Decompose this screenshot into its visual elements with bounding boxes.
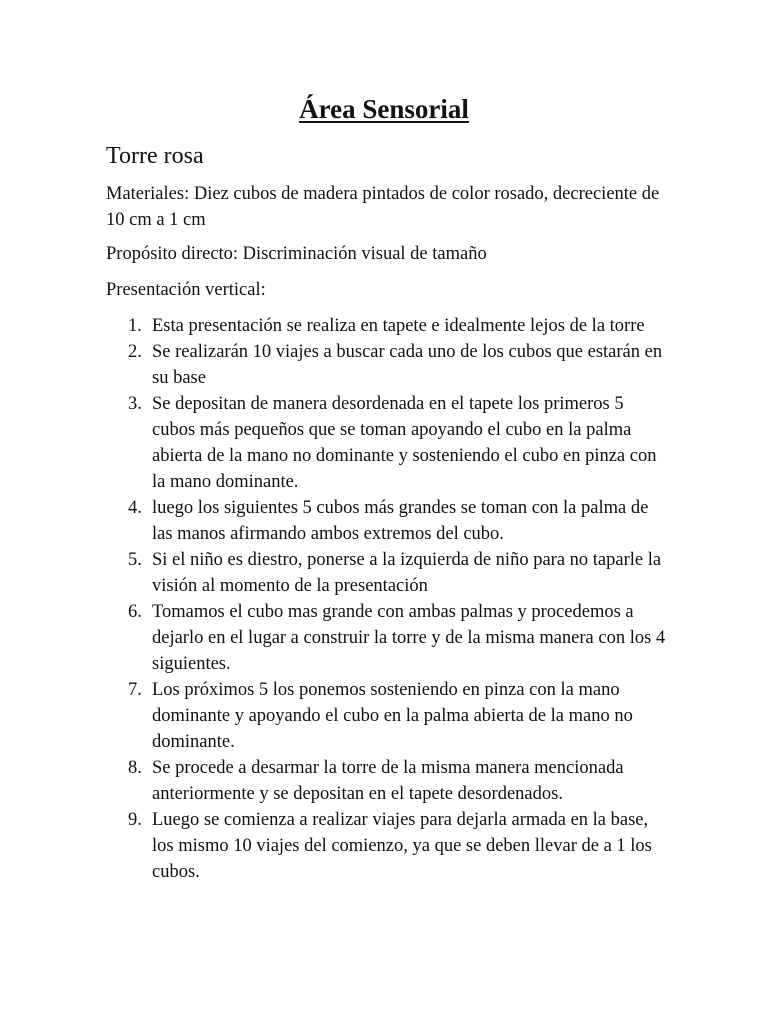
- list-item: [106, 313, 666, 339]
- materials-paragraph: Materiales: Diez cubos de madera pintados de color rosado, decreciente de 10 cm a 1 cm: [106, 184, 660, 230]
- list-item-text: Se realizarán 10 viajes a buscar cada uno de los cubos que estarán en su base: [152, 342, 663, 388]
- section-subtitle: Torre rosa: [106, 143, 204, 169]
- list-item-text: Se procede a desarmar la torre de la misma manera mencionada anteriormente y se depositan en el tapete desordenados.: [152, 758, 624, 804]
- list-item: [106, 495, 666, 547]
- presentation-heading: Presentación vertical:: [106, 280, 266, 300]
- list-item-number: 4.: [128, 498, 142, 518]
- list-item-text: Esta presentación se realiza en tapete e idealmente lejos de la torre: [152, 316, 645, 336]
- list-item-text: Los próximos 5 los ponemos sosteniendo en pinza con la mano dominante y apoyando el cubo en la palma abierta de la mano no dominante.: [152, 680, 633, 752]
- purpose-paragraph: Propósito directo: Discriminación visual de tamaño: [106, 244, 487, 264]
- list-item-number: 1.: [128, 316, 142, 336]
- list-item-number: 9.: [128, 810, 142, 830]
- list-item-number: 8.: [128, 758, 142, 778]
- page-title: Área Sensorial: [299, 94, 469, 124]
- list-item-text: Si el niño es diestro, ponerse a la izquierda de niño para no taparle la visión al momento de la presentación: [152, 550, 662, 596]
- list-item: [106, 547, 666, 599]
- list-item-text: Se depositan de manera desordenada en el tapete los primeros 5 cubos más pequeños que se toman apoyando el cubo en la palma abierta de la mano no dominante y sosteniendo el cubo en pinza con la mano dominante.: [152, 394, 657, 492]
- list-item-number: 7.: [128, 680, 142, 700]
- list-item-number: 5.: [128, 550, 142, 570]
- list-item-number: 3.: [128, 394, 142, 414]
- list-item-text: Luego se comienza a realizar viajes para dejarla armada en la base, los mismo 10 viajes del comienzo, ya que se deben llevar de a 1 los cubos.: [152, 810, 652, 882]
- list-item-number: 6.: [128, 602, 142, 622]
- list-item: [106, 755, 666, 807]
- list-item: [106, 677, 666, 755]
- list-item-text: Tomamos el cubo mas grande con ambas palmas y procedemos a dejarlo en el lugar a construir la torre y de la misma manera con los 4 siguientes.: [152, 602, 666, 674]
- list-item: [106, 391, 666, 495]
- list-item: [106, 599, 666, 677]
- list-item-text: luego los siguientes 5 cubos más grandes se toman con la palma de las manos afirmando ambos extremos del cubo.: [152, 498, 649, 544]
- steps-list: [106, 313, 666, 885]
- list-item-number: 2.: [128, 342, 142, 362]
- list-item: [106, 339, 666, 391]
- list-item: [106, 807, 666, 885]
